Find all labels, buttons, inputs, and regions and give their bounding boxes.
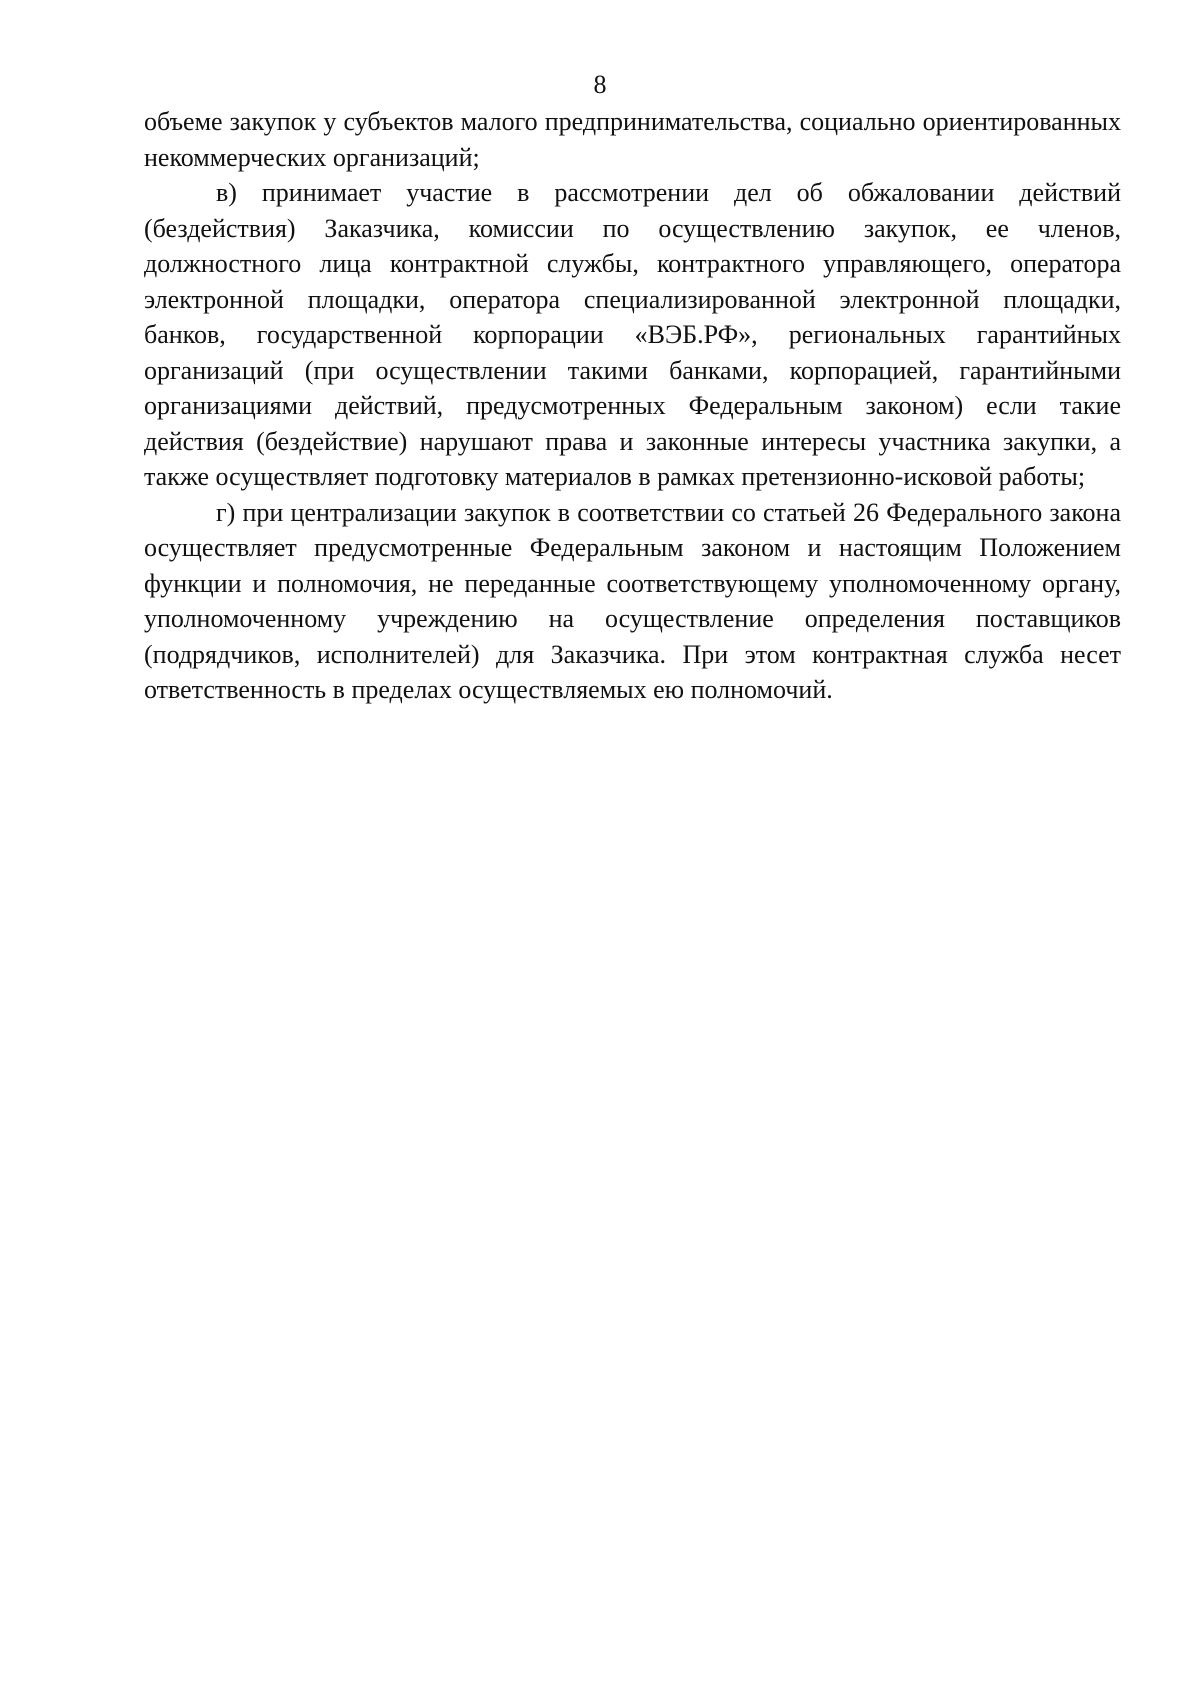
document-body — [144, 104, 1121, 708]
paragraph-continuation: объеме закупок у субъектов малого предпринимательства, социально ориентированных некоммерческих организаций; — [144, 107, 1121, 172]
paragraph-item-g: г) при централизации закупок в соответствии со статьей 26 Федерального закона осуществляет предусмотренные Федеральным законом и настоящим Положением функции и полномочия, не переданные соответствующему уполномоченному органу, уполномоченному учреждению на осуществление определения поставщиков (подрядчиков, исполнителей) для Заказчика. При этом контрактная служба несет ответственность в пределах осуществляемых ею полномочий. — [144, 497, 1121, 704]
page-number: 8 — [593, 70, 607, 99]
paragraph-item-v: в) принимает участие в рассмотрении дел об обжаловании действий (бездействия) Заказчика, комиссии по осуществлению закупок, ее членов, должностного лица контрактной службы, контрактного управляющего, оператора электронной площадки, оператора специализированной электронной площадки, банков, государственной корпорации «ВЭБ.РФ», региональных гарантийных организаций (при осуществлении такими банками, корпорацией, гарантийными организациями действий, предусмотренных Федеральным законом) если такие действия (бездействие) нарушают права и законные интересы участника закупки, а также осуществляет подготовку материалов в рамках претензионно-исковой работы; — [144, 178, 1121, 491]
